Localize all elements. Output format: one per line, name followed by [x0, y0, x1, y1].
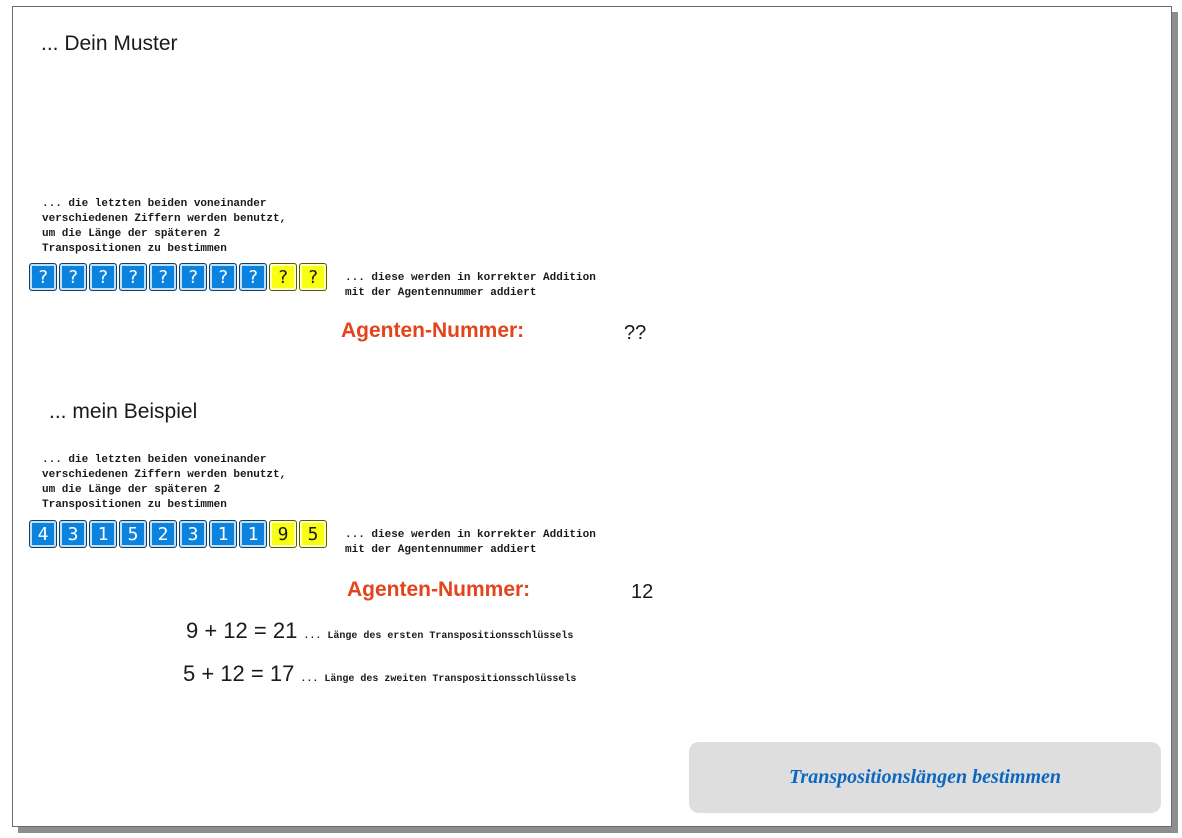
highlight-digit-cell: ? — [299, 263, 327, 291]
digit-cell: ? — [59, 263, 87, 291]
digit-cell: 3 — [179, 520, 207, 548]
title-banner — [689, 742, 1161, 813]
equation-row — [186, 618, 573, 644]
digit-cell: 4 — [29, 520, 57, 548]
digit-cell: 2 — [149, 520, 177, 548]
equation-formula: 9 + 12 = 21 — [186, 618, 298, 643]
example-addition-note: ... diese werden in korrekter Addition mit der Agentennummer addiert — [345, 529, 596, 556]
highlight-digit-cell: 9 — [269, 520, 297, 548]
example-agent-label: Agenten-Nummer: — [347, 578, 531, 601]
equation-formula: 5 + 12 = 17 — [183, 661, 295, 686]
pattern-heading: ... Dein Muster — [41, 32, 178, 55]
digit-cell: ? — [239, 263, 267, 291]
digit-cell: 1 — [89, 520, 117, 548]
pattern-digit-row — [29, 263, 327, 291]
digit-cell: 5 — [119, 520, 147, 548]
equation-row — [183, 661, 576, 687]
pattern-addition-note: ... diese werden in korrekter Addition mit der Agentennummer addiert — [345, 272, 596, 299]
digit-cell: ? — [29, 263, 57, 291]
pattern-agent-value: ?? — [624, 322, 647, 344]
equation-description: ... Länge des zweiten Transpositionsschlüssels — [300, 674, 577, 685]
digit-cell: 3 — [59, 520, 87, 548]
highlight-digit-cell: 5 — [299, 520, 327, 548]
example-digit-row — [29, 520, 327, 548]
pattern-note: ... die letzten beiden voneinander verschiedenen Ziffern werden benutzt, um die Länge der späteren 2 Transpositionen zu bestimmen — [42, 198, 287, 255]
highlight-digit-cell: ? — [269, 263, 297, 291]
digit-cell: ? — [89, 263, 117, 291]
example-agent-value: 12 — [631, 581, 654, 603]
digit-cell: ? — [179, 263, 207, 291]
digit-cell: 1 — [239, 520, 267, 548]
digit-cell: 1 — [209, 520, 237, 548]
digit-cell: ? — [119, 263, 147, 291]
pattern-agent-label: Agenten-Nummer: — [341, 319, 525, 342]
example-heading: ... mein Beispiel — [49, 400, 198, 423]
digit-cell: ? — [149, 263, 177, 291]
example-note: ... die letzten beiden voneinander verschiedenen Ziffern werden benutzt, um die Länge der späteren 2 Transpositionen zu bestimmen — [42, 454, 287, 511]
digit-cell: ? — [209, 263, 237, 291]
equation-description: ... Länge des ersten Transpositionsschlüssels — [303, 631, 574, 642]
banner-title: Transpositionslängen bestimmen — [788, 766, 1062, 788]
